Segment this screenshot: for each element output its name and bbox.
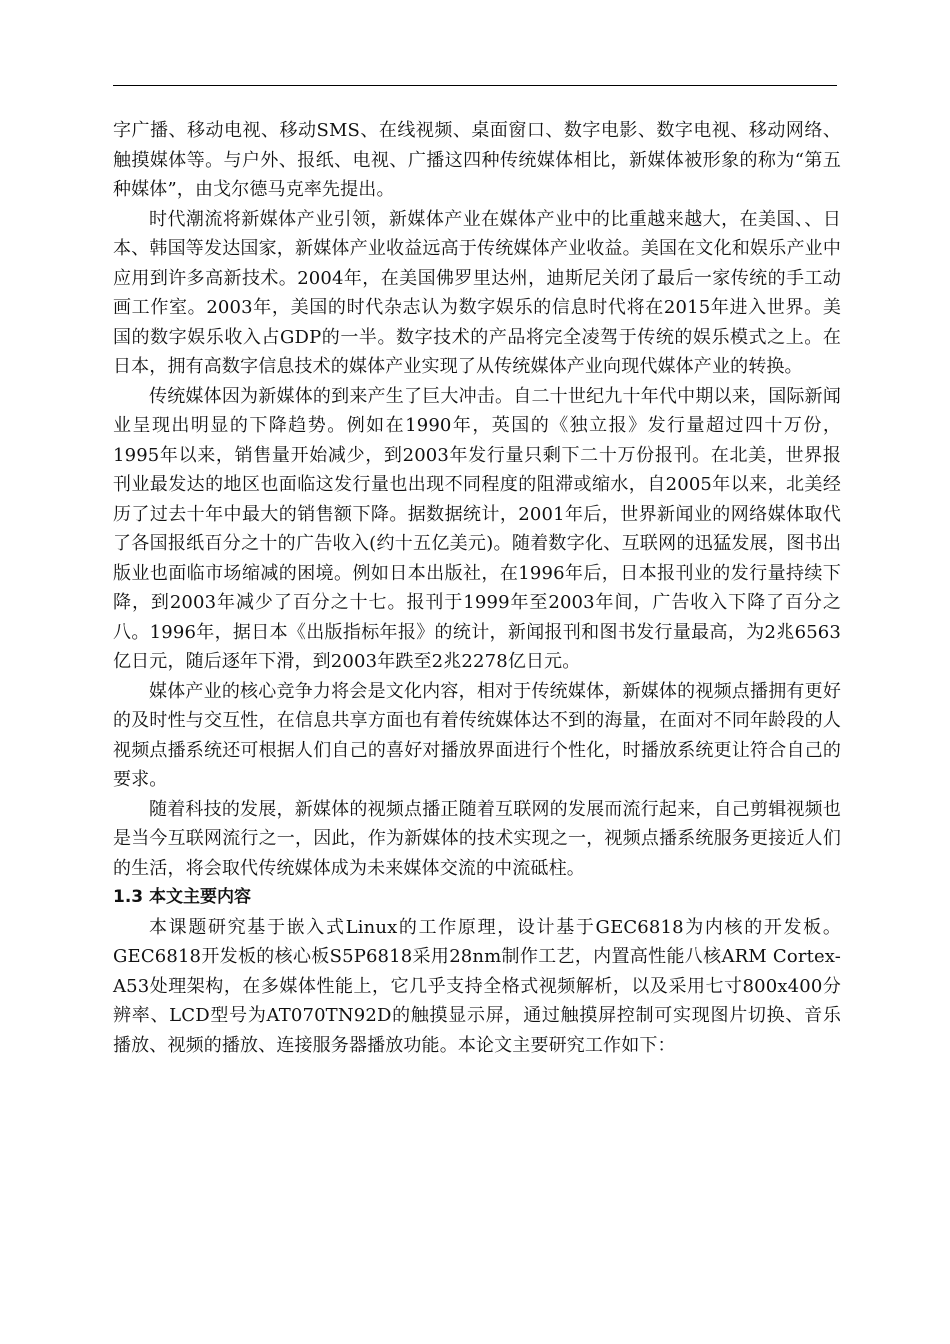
- paragraph-main-content: 本课题研究基于嵌入式Linux的工作原理，设计基于GEC6818为内核的开发板。GEC6818开发板的核心板S5P6818采用28nm制作工艺，内置高性能八核ARM Cortex-A53处理架构，在多媒体性能上，它几乎支持全格式视频解析，以及采用七寸800x400分辨率、LCD型号为AT070TN92D的触摸显示屏，通过触摸屏控制可实现图片切换、音乐播放、视频的播放、连接服务器播放功能。本论文主要研究工作如下：: [113, 916, 841, 1056]
- header-rule: [113, 85, 837, 86]
- section-heading: 1.3 本文主要内容: [113, 887, 252, 907]
- paragraph-continued: 字广播、移动电视、移动SMS、在线视频、桌面窗口、数字电影、数字电视、移动网络、触摸媒体等。与户外、报纸、电视、广播这四种传统媒体相比，新媒体被形象的称为“第五种媒体”，由戈尔德马克率先提出。: [113, 120, 841, 200]
- paragraph-new-media-industry: 时代潮流将新媒体产业引领，新媒体产业在媒体产业中的比重越来越大，在美国、、日本、韩国等发达国家，新媒体产业收益远高于传统媒体产业收益。美国在文化和娱乐产业中应用到许多高新技术。2004年，在美国佛罗里达州，迪斯尼关闭了最后一家传统的手工动画工作室。2003年，美国的时代杂志认为数字娱乐的信息时代将在2015年进入世界。美国的数字娱乐收入占GDP的一半。数字技术的产品将完全凌驾于传统的娱乐模式之上。在日本，拥有高数字信息技术的媒体产业实现了从传统媒体产业向现代媒体产业的转换。: [113, 208, 841, 377]
- paragraph-traditional-media-impact: 传统媒体因为新媒体的到来产生了巨大冲击。自二十世纪九十年代中期以来，国际新闻业呈现出明显的下降趋势。例如在1990年，英国的《独立报》发行量超过四十万份，1995年以来，销售量开始减少，到2003年发行量只剩下二十万份报刊。在北美，世界报刊业最发达的地区也面临这发行量也出现不同程度的阻滞或缩水，自2005年以来，北美经历了过去十年中最大的销售额下降。据数据统计，2001年后，世界新闻业的网络媒体取代了各国报纸百分之十的广告收入(约十五亿美元)。随着数字化、互联网的迅猛发展，图书出版业也面临市场缩减的困境。例如日本出版社，在1996年后，日本报刊业的发行量持续下降，到2003年减少了百分之十七。报刊于1999年至2003年间，广告收入下降了百分之八。1996年，据日本《出版指标年报》的统计，新闻报刊和图书发行量最高，为2兆6563亿日元，随后逐年下滑，到2003年跌至2兆2278亿日元。: [113, 385, 841, 672]
- paragraph-core-competitiveness: 媒体产业的核心竞争力将会是文化内容，相对于传统媒体，新媒体的视频点播拥有更好的及时性与交互性，在信息共享方面也有着传统媒体达不到的海量，在面对不同年龄段的人视频点播系统还可根据人们自己的喜好对播放界面进行个性化，时播放系统更让符合自己的要求。: [113, 680, 841, 790]
- paragraph-vod-development: 随着科技的发展，新媒体的视频点播正随着互联网的发展而流行起来，自己剪辑视频也是当今互联网流行之一，因此，作为新媒体的技术实现之一，视频点播系统服务更接近人们的生活，将会取代传统媒体成为未来媒体交流的中流砥柱。: [113, 798, 841, 879]
- page-content: [113, 116, 841, 1060]
